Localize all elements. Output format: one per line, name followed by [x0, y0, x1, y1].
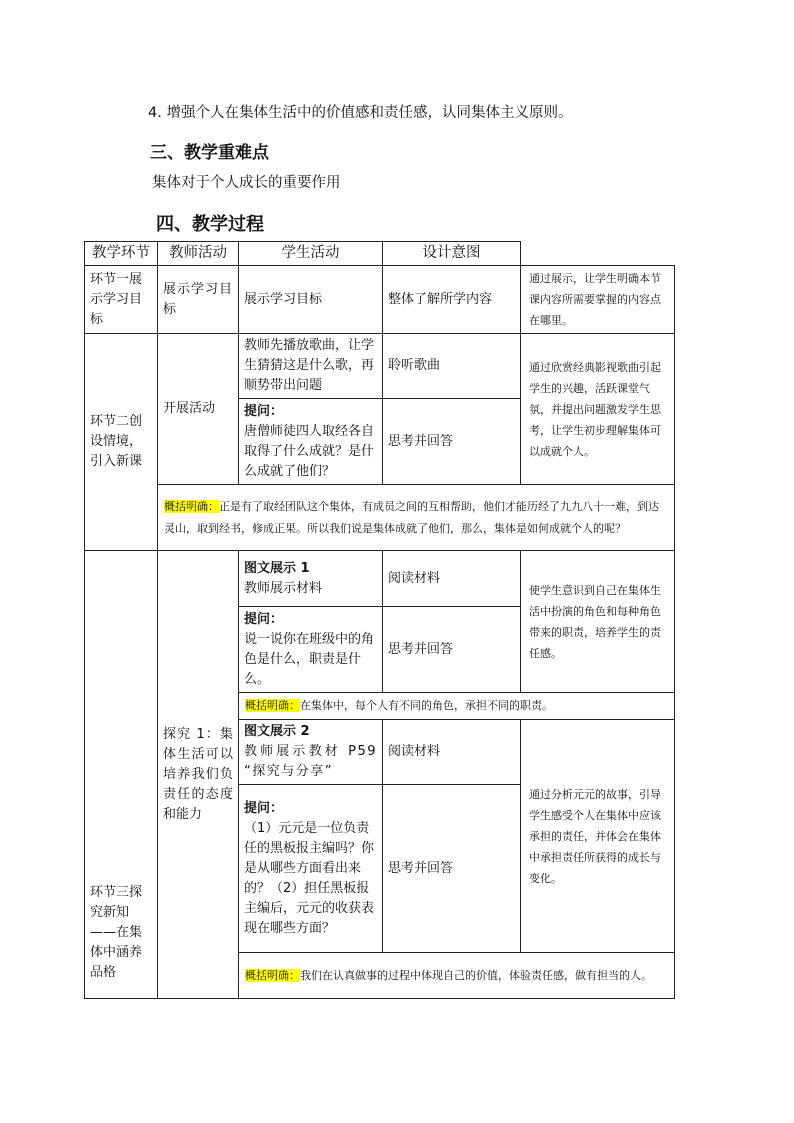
question-text: 唐僧师徒四人取经各自取得了什么成就？是什么成就了他们？: [244, 423, 375, 479]
key-point-text: 集体对于个人成长的重要作用: [152, 175, 341, 191]
summary-label: 概括明确：: [164, 499, 219, 513]
stage-3-summary-2: [239, 953, 675, 999]
stage-2-sub: 开展活动: [158, 334, 239, 485]
header-stage: 教学环节: [85, 242, 158, 266]
stage-3-intent-1: 使学生意识到自己在集体生活中扮演的角色和每种角色带来的职责，培养学生的责任感。: [521, 551, 675, 693]
summary-label: 概括明确：: [245, 968, 300, 982]
stage-1-cell: 环节一展示学习目标: [85, 266, 158, 334]
stage-2-cell: 环节二创设情境，引入新课: [85, 334, 158, 551]
stage-3-student-1: 阅读材料: [383, 551, 521, 607]
stage-2-summary: [158, 485, 675, 551]
table-header-row: [85, 242, 675, 266]
material-text-1: 教师展示材料: [244, 580, 323, 596]
header-student: 学生活动: [239, 242, 383, 266]
stage-2-intent: 通过欣赏经典影视歌曲引起学生的兴趣，活跃课堂气氛，并提出问题激发学生思考，让学生初步理解集体可以成就个人。: [521, 334, 675, 485]
summary-text: 正是有了取经团队这个集体，有成员之间的互相帮助，他们才能历经了九九八十一难，到达灵山，取到经书，修成正果。所以我们说是集体成就了他们，那么，集体是如何成就个人的呢？: [164, 499, 659, 535]
material-label-1: 图文展示 1: [244, 560, 310, 576]
table-row: [85, 266, 675, 334]
header-teacher: 教师活动: [158, 242, 239, 266]
table-row: [85, 485, 675, 551]
stage-3-student-4: 思考并回答: [383, 785, 521, 953]
stage-3-label: 环节三探究新知——在集体中涵养品格: [90, 885, 143, 980]
objective-item-4: 4. 增强个人在集体生活中的价值感和责任感，认同集体主义原则。: [148, 105, 573, 121]
stage-1-teacher: 展示学习目标: [239, 266, 383, 334]
summary-label: 概括明确：: [245, 699, 300, 712]
material-label-2: 图文展示 2: [244, 724, 310, 739]
stage-3-teacher-2: [239, 607, 383, 693]
stage-2-student-1: 聆听歌曲: [383, 334, 521, 399]
question-label: 提问：: [244, 403, 284, 419]
stage-3-intent-2: 通过分析元元的故事，引导学生感受个人在集体中应该承担的责任，并体会在集体中承担责任所获得的成长与变化。: [521, 720, 675, 953]
stage-2-student-2: 思考并回答: [383, 399, 521, 485]
stage-3-teacher-3: [239, 720, 383, 785]
stage-3-spacer: [90, 553, 152, 883]
stage-3-cell: [85, 551, 158, 999]
stage-3-student-3: 阅读材料: [383, 720, 521, 785]
stage-1-sub: 展示学习目标: [158, 266, 239, 334]
section-heading-key-points: 三、教学重难点: [150, 143, 269, 163]
summary-text: 在集体中，每个人有不同的角色，承担不同的职责。: [300, 699, 553, 712]
question-text: （1）元元是一位负责任的黑板报主编吗？你是从哪些方面看出来的？（2）担任黑板报主编后，元元的收获表现在哪些方面？: [244, 820, 375, 936]
summary-text: 我们在认真做事的过程中体现自己的价值，体验责任感，做有担当的人。: [300, 968, 652, 982]
section-heading-process: 四、教学过程: [156, 214, 264, 235]
stage-1-intent: 通过展示，让学生明确本节课内容所需要掌握的内容点在哪里。: [521, 266, 675, 334]
header-intent: 设计意图: [383, 242, 521, 266]
stage-3-teacher-4: [239, 785, 383, 953]
stage-2-teacher-1: 教师先播放歌曲，让学生猜猜这是什么歌，再顺势带出问题: [239, 334, 383, 399]
stage-3-student-2: 思考并回答: [383, 607, 521, 693]
material-text-2: 教师展示教材 P59 “探究与分享”: [244, 744, 377, 779]
table-row: [85, 334, 675, 399]
stage-3-teacher-1: [239, 551, 383, 607]
question-text: 说一说你在班级中的角色是什么，职责是什么。: [244, 631, 375, 687]
question-label: 提问：: [244, 611, 284, 627]
table-row: [85, 551, 675, 607]
stage-2-teacher-2: [239, 399, 383, 485]
stage-3-summary-1: [239, 693, 675, 720]
stage-3-sub: 探究 1：集体生活可以培养我们负责任的态度和能力: [158, 551, 239, 999]
teaching-process-table: [84, 241, 675, 999]
stage-1-student: 整体了解所学内容: [383, 266, 521, 334]
question-label: 提问：: [244, 800, 284, 816]
